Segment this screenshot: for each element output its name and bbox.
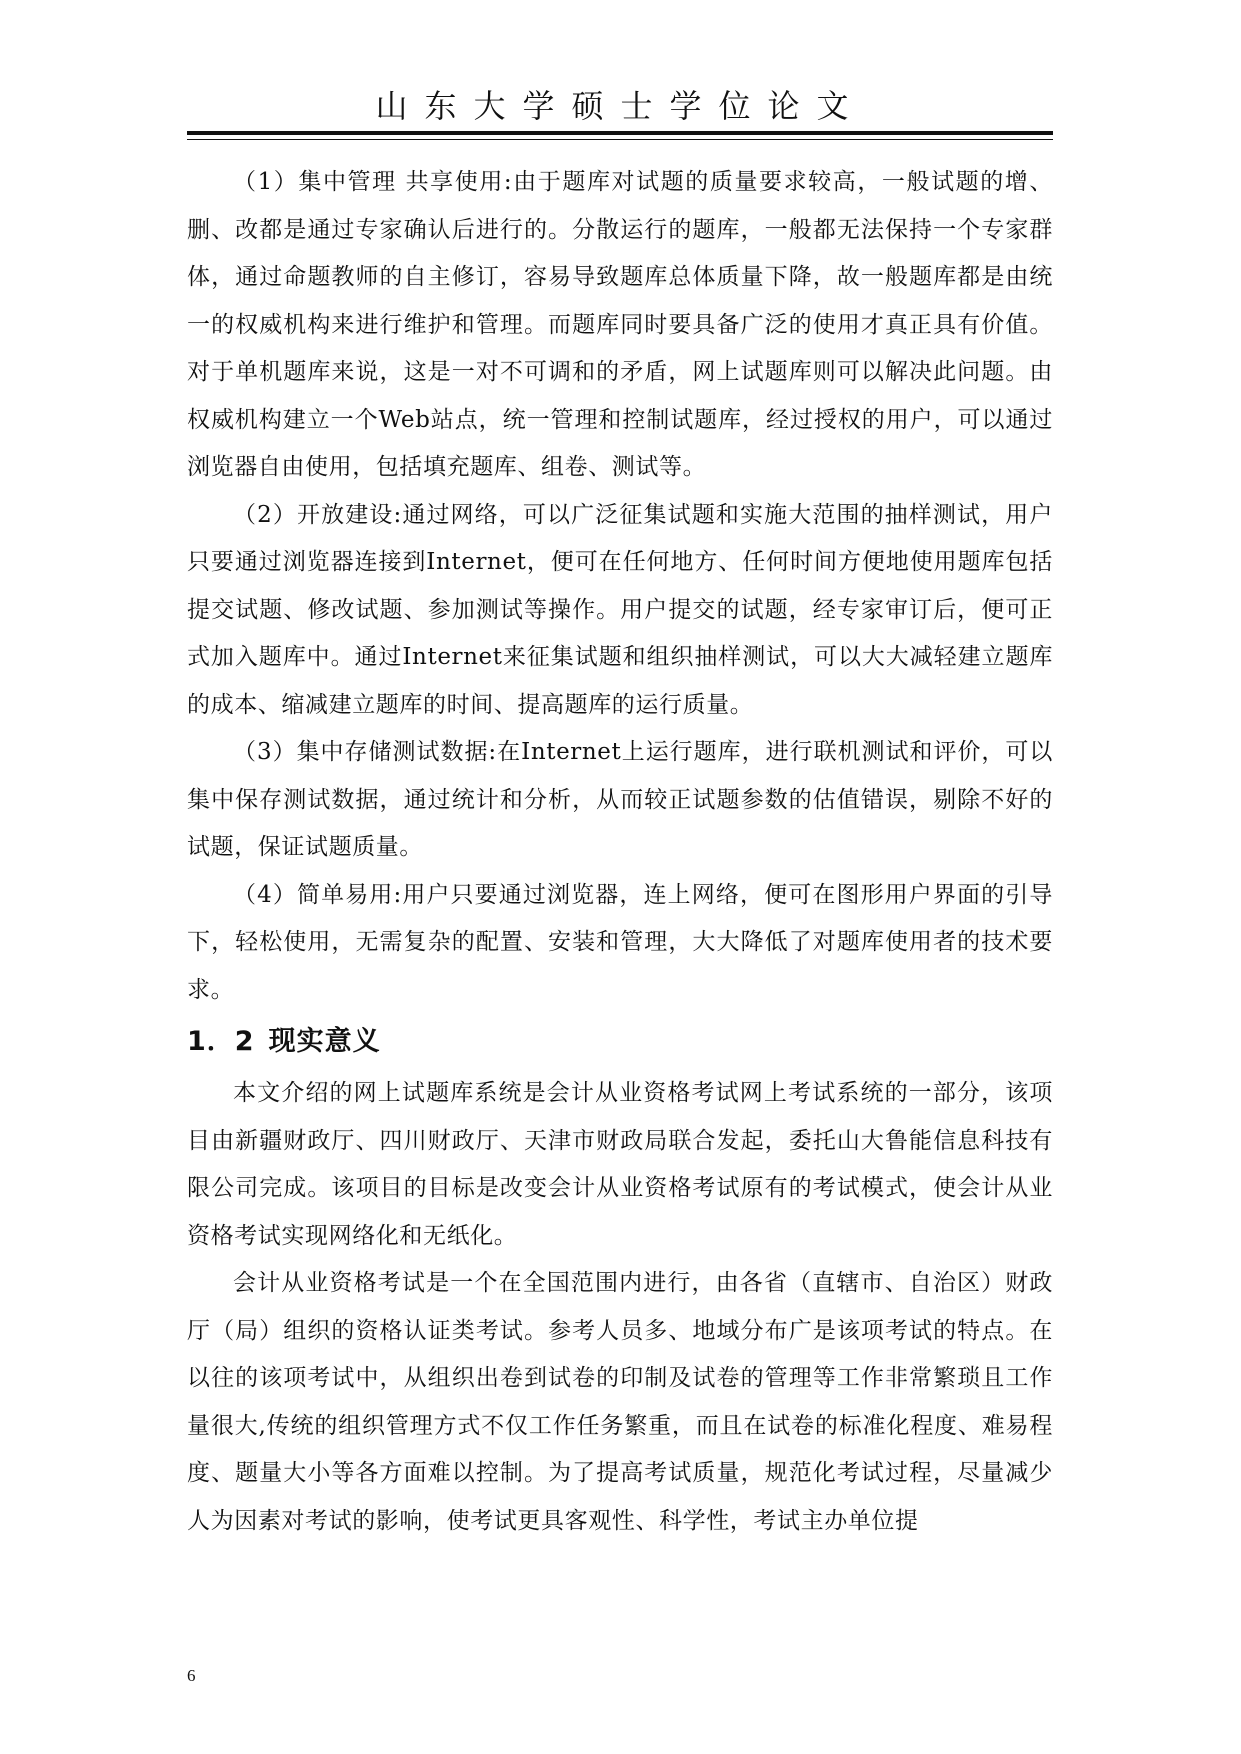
- page-body: [187, 159, 1053, 1545]
- section-number: 1．2: [187, 1026, 255, 1057]
- paragraph-exam-background: 会计从业资格考试是一个在全国范围内进行，由各省（直辖市、自治区）财政厅（局）组织的资格认证类考试。参考人员多、地域分布广是该项考试的特点。在以往的该项考试中，从组织出卷到试卷的印制及试卷的管理等工作非常繁琐且工作量很大,传统的组织管理方式不仅工作任务繁重，而且在试卷的标准化程度、难易程度、题量大小等各方面难以控制。为了提高考试质量，规范化考试过程，尽量减少人为因素对考试的影响，使考试更具客观性、科学性，考试主办单位提: [187, 1270, 1053, 1534]
- header-rule-thick: [187, 131, 1053, 135]
- section-title: 现实意义: [268, 1026, 381, 1057]
- paragraph-centralized-storage: （3）集中存储测试数据:在Internet上运行题库，进行联机测试和评价，可以集中保存测试数据，通过统计和分析，从而较正试题参数的估值错误，剔除不好的试题，保证试题质量。: [187, 739, 1053, 860]
- paragraph-system-intro: 本文介绍的网上试题库系统是会计从业资格考试网上考试系统的一部分，该项目由新疆财政厅、四川财政厅、天津市财政局联合发起，委托山大鲁能信息科技有限公司完成。该项目的目标是改变会计从业资格考试原有的考试模式，使会计从业资格考试实现网络化和无纸化。: [187, 1080, 1053, 1249]
- section-heading: [187, 1014, 1053, 1070]
- page-number: 6: [187, 1666, 196, 1685]
- header-rule-thin: [187, 139, 1053, 140]
- paragraph-open-construction: （2）开放建设:通过网络，可以广泛征集试题和实施大范围的抽样测试，用户只要通过浏览器连接到Internet，便可在任何地方、任何时间方便地使用题库包括提交试题、修改试题、参加测试等操作。用户提交的试题，经专家审订后，便可正式加入题库中。通过Internet来征集试题和组织抽样测试，可以大大减轻建立题库的成本、缩减建立题库的时间、提高题库的运行质量。: [187, 501, 1053, 718]
- paragraph-easy-to-use: （4）简单易用:用户只要通过浏览器，连上网络，便可在图形用户界面的引导下，轻松使用，无需复杂的配置、安装和管理，大大降低了对题库使用者的技术要求。: [187, 881, 1053, 1003]
- paragraph-centralized-management: （1）集中管理 共享使用:由于题库对试题的质量要求较高，一般试题的增、删、改都是通过专家确认后进行的。分散运行的题库，一般都无法保持一个专家群体，通过命题教师的自主修订，容易导致题库总体质量下降，故一般题库都是由统一的权威机构来进行维护和管理。而题库同时要具备广泛的使用才真正具有价值。对于单机题库来说，这是一对不可调和的矛盾，网上试题库则可以解决此问题。由权威机构建立一个Web站点，统一管理和控制试题库，经过授权的用户，可以通过浏览器自由使用，包括填充题库、组卷、测试等。: [187, 169, 1053, 480]
- running-header-title: 山东大学硕士学位论文: [375, 87, 866, 125]
